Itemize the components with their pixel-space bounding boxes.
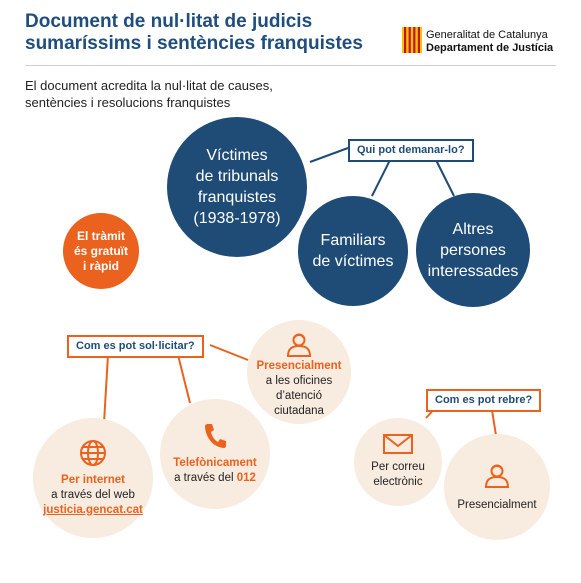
phone-icon <box>203 422 227 450</box>
request-question-box: Com es pot sol·licitar? <box>67 335 204 358</box>
phone-circle <box>160 399 270 509</box>
free-badge: El tràmit és gratuït i ràpid <box>63 213 139 289</box>
receive-inperson-circle <box>444 434 550 540</box>
inperson-office-title: Presencialment <box>256 360 342 372</box>
connector-family <box>372 160 390 196</box>
inperson-office-circle: Presencialment a les oficines d’atenció ciutadana <box>247 320 351 424</box>
title-line-1: Document de nul·litat de judicis <box>25 11 313 32</box>
title-line-2: sumaríssims i sentències franquistes <box>25 33 363 54</box>
who-question-box: Qui pot demanar-lo? <box>348 139 474 162</box>
logo-line-2: Departament de Justícia <box>426 42 554 54</box>
connector-victims <box>310 148 348 162</box>
connector-phone <box>178 355 190 403</box>
internet-text: a través del web <box>51 488 135 501</box>
email-circle: Per correu electrònic <box>354 418 442 506</box>
internet-circle <box>33 418 153 538</box>
receive-question-box: Com es pot rebre? <box>426 389 541 412</box>
phone-number: 012 <box>236 472 256 484</box>
person-icon <box>286 331 312 357</box>
connector-internet <box>104 355 108 423</box>
logo-line-1: Generalitat de Catalunya <box>426 29 548 41</box>
receive-inperson-label: Presencialment <box>457 498 537 511</box>
internet-title: Per internet <box>61 473 125 486</box>
connector-inperson <box>210 345 248 360</box>
person-icon <box>484 462 510 488</box>
internet-link[interactable]: justicia.gencat.cat <box>43 503 143 516</box>
victims-circle: Víctimes de tribunals franquistes (1938-1978) <box>167 117 307 257</box>
phone-title: Telefònicament <box>173 457 257 469</box>
phone-text: a través del <box>174 472 234 484</box>
family-circle: Familiars de víctimes <box>298 196 408 306</box>
globe-icon <box>79 439 107 467</box>
others-circle: Altres persones interessades <box>416 193 530 307</box>
intro-line-1: El document acredita la nul·litat de causes, <box>25 78 273 93</box>
intro-line-2: sentències i resolucions franquistes <box>25 95 231 110</box>
connector-others <box>436 160 454 196</box>
envelope-icon <box>383 434 413 454</box>
